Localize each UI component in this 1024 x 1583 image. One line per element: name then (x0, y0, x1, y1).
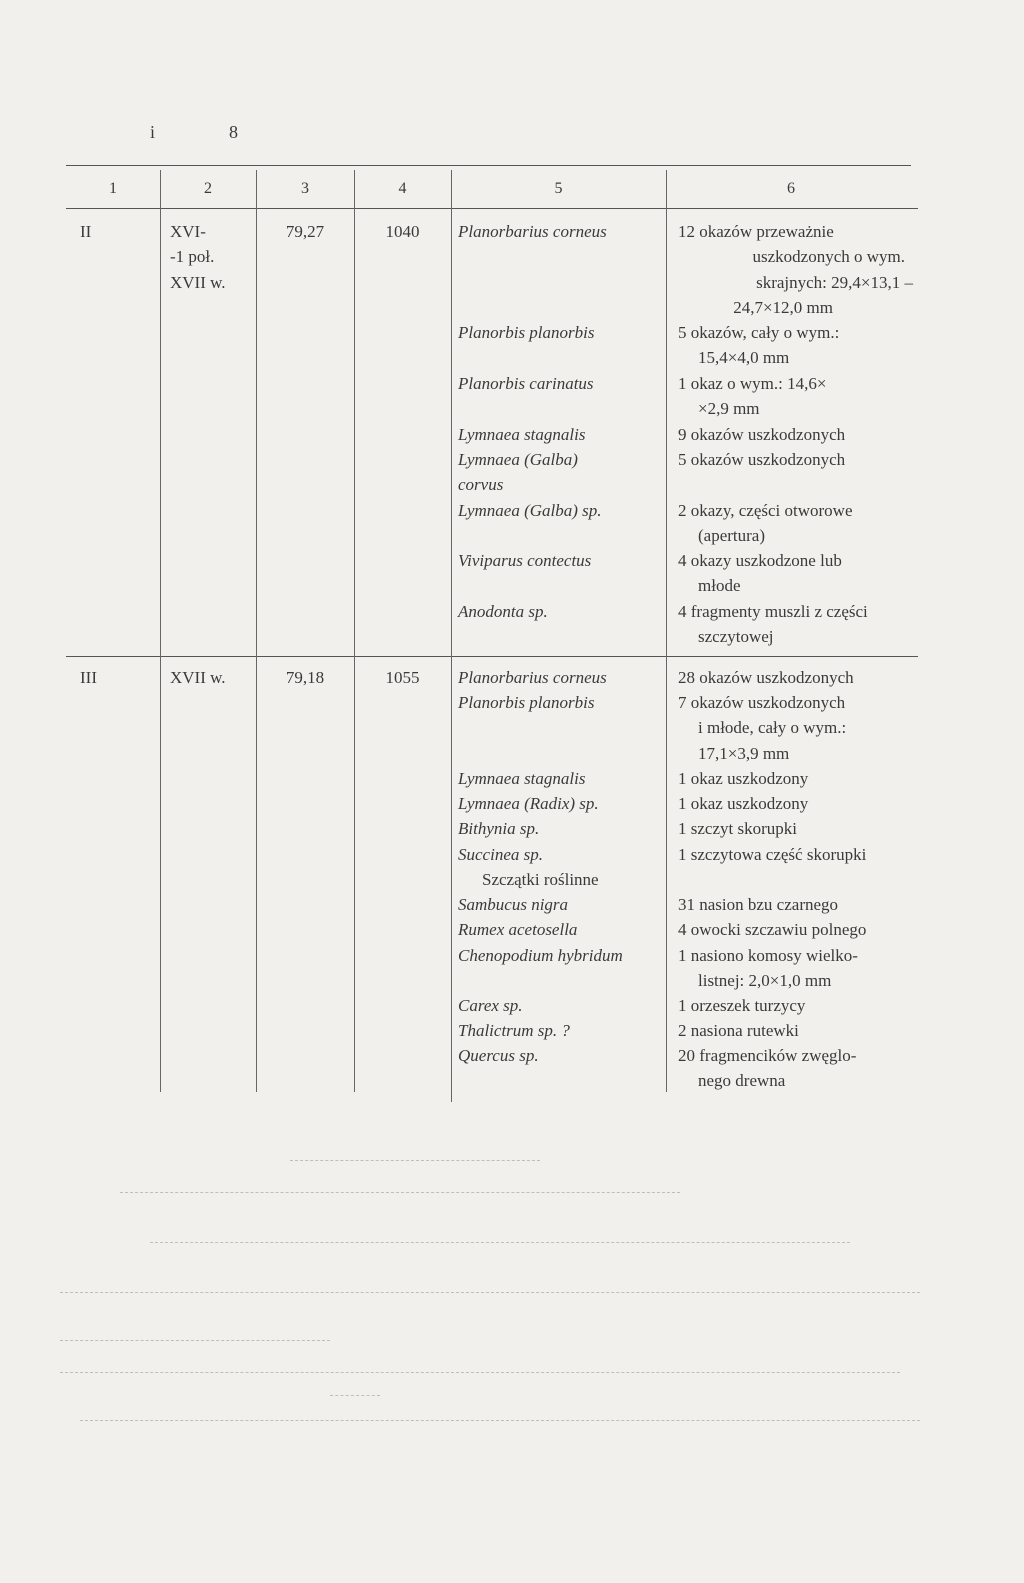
scan-artifact (80, 1420, 920, 1421)
species-description: 20 fragmencików zwęglo- nego drewna (678, 1046, 857, 1091)
column-number-5: 5 (554, 180, 563, 197)
row-iii-period-line: XVII w. (170, 668, 226, 687)
column-number-1: 1 (109, 180, 117, 197)
species-description: 28 okazów uszkodzonych (678, 668, 854, 687)
scan-artifact (60, 1372, 900, 1373)
row-iii-col1: III (80, 668, 97, 687)
column-rule-3 (354, 170, 355, 1092)
species-name: Planorbis carinatus (458, 374, 594, 393)
species-name: Thalictrum sp. ? (458, 1021, 570, 1040)
species-name: Lymnaea (Radix) sp. (458, 794, 599, 813)
species-name: Planorbarius corneus (458, 222, 607, 241)
column-rule-1 (160, 170, 161, 1092)
row-ii-period-line: XVI- (170, 222, 206, 241)
table-top-rule (66, 165, 911, 166)
section-mark: i (150, 122, 158, 142)
species-description: 4 okazy uszkodzone lub młode (678, 551, 842, 596)
species-name: Succinea sp. (458, 845, 543, 864)
species-name: Planorbis planorbis (458, 323, 595, 342)
species-description: 1 okaz o wym.: 14,6× ×2,9 mm (678, 374, 827, 419)
row-ii-col2 (170, 219, 255, 295)
scan-artifact (150, 1242, 850, 1243)
species-description: 2 okazy, części otworowe (apertura) (678, 501, 853, 546)
species-description: 5 okazów, cały o wym.: 15,4×4,0 mm (678, 323, 840, 368)
row-ii-period-line: XVII w. (170, 272, 226, 292)
species-description: 12 okazów przeważnie uszkodzonych o wym. skrajnych: 29,4×13,1 – 24,7×12,0 mm (678, 222, 913, 317)
column-rule-4 (451, 170, 452, 1102)
species-description: 1 szczytowa część skorupki (678, 845, 867, 864)
row-ii-col4: 1040 (385, 222, 420, 241)
scan-artifact (120, 1192, 680, 1193)
row-iii-col4: 1055 (385, 668, 420, 687)
species-description: 4 fragmenty muszli z części szczytowej (678, 602, 868, 647)
species-name: Quercus sp. (458, 1046, 539, 1065)
species-name: Planorbis planorbis (458, 693, 595, 712)
row-divider-rule (66, 656, 918, 657)
column-rule-5 (666, 170, 667, 1092)
row-iii-col3: 79,18 (285, 668, 325, 687)
column-number-4: 4 (398, 180, 407, 197)
scan-artifact (290, 1160, 540, 1161)
species-name: Lymnaea stagnalis (458, 425, 586, 444)
species-description: 1 okaz uszkodzony (678, 794, 809, 813)
row-iii-col2 (170, 665, 255, 690)
species-description: 9 okazów uszkodzonych (678, 425, 846, 444)
scan-artifact (60, 1292, 920, 1293)
page-number: 8 (229, 122, 241, 142)
species-name: Sambucus nigra (458, 895, 569, 914)
species-name: Chenopodium hybridum (458, 946, 623, 965)
species-name: Lymnaea stagnalis (458, 769, 586, 788)
species-name: Bithynia sp. (458, 819, 540, 838)
row-ii-col1: II (80, 222, 92, 241)
species-description: 1 okaz uszkodzony (678, 769, 809, 788)
species-description: 4 owocki szczawiu polnego (678, 920, 867, 939)
plant-remains-heading: Szczątki roślinne (482, 870, 599, 889)
header-bottom-rule (66, 208, 918, 209)
column-number-2: 2 (204, 180, 212, 197)
species-description: 2 nasiona rutewki (678, 1021, 799, 1040)
species-description: 5 okazów uszkodzonych (678, 450, 846, 469)
scan-artifact (330, 1395, 380, 1396)
species-description: 1 orzeszek turzycy (678, 996, 806, 1015)
column-rule-2 (256, 170, 257, 1092)
species-name: Lymnaea (Galba) sp. (458, 501, 602, 520)
page-header (150, 122, 240, 143)
species-name: Rumex acetosella (458, 920, 578, 939)
species-description: 1 szczyt skorupki (678, 819, 797, 838)
row-ii-col3: 79,27 (285, 222, 325, 241)
species-description: 7 okazów uszkodzonych i młode, cały o wym.: 17,1×3,9 mm (678, 693, 847, 763)
species-name: Planorbarius corneus (458, 668, 607, 687)
species-name: Viviparus contectus (458, 551, 592, 570)
column-number-3: 3 (301, 180, 309, 197)
column-number-6: 6 (787, 180, 795, 197)
species-name: Carex sp. (458, 996, 523, 1015)
species-description: 1 nasiono komosy wielko- listnej: 2,0×1,0 mm (678, 946, 858, 991)
species-description: 31 nasion bzu czarnego (678, 895, 839, 914)
species-name: Lymnaea (Galba) corvus (458, 450, 578, 495)
species-name: Anodonta sp. (458, 602, 548, 621)
row-ii-period-line: -1 poł. (170, 247, 215, 267)
scan-artifact (60, 1340, 330, 1341)
